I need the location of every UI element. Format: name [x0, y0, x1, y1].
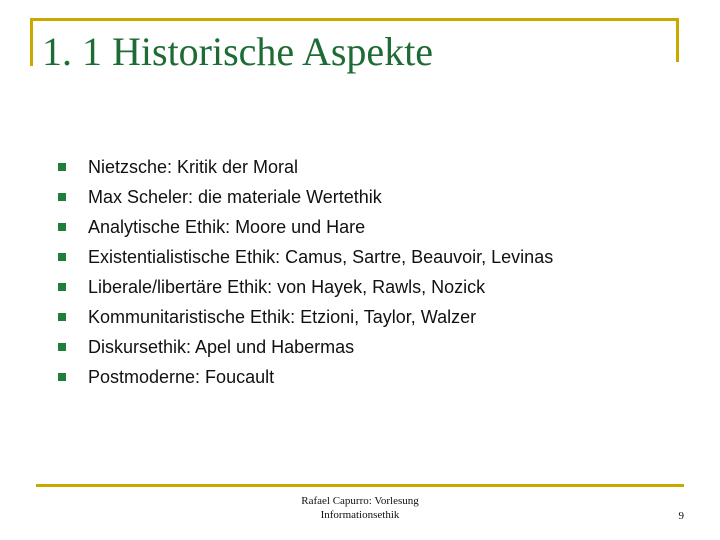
square-bullet-icon	[58, 253, 66, 261]
list-item	[58, 332, 553, 362]
square-bullet-icon	[58, 193, 66, 201]
bullet-text: Postmoderne: Foucault	[88, 366, 275, 387]
slide-title: 1. 1 Historische Aspekte	[42, 29, 434, 74]
bullet-text: Max Scheler: die materiale Wertethik	[88, 186, 382, 207]
list-item	[58, 212, 553, 242]
square-bullet-icon	[58, 163, 66, 171]
list-item	[58, 302, 553, 332]
bullet-list	[58, 152, 553, 392]
title-frame-top-line	[30, 18, 677, 21]
footer-author-line: Rafael Capurro: Vorlesung	[301, 495, 419, 507]
page-number: 9	[678, 510, 684, 522]
title-frame-right-line	[676, 18, 679, 62]
bullet-text: Nietzsche: Kritik der Moral	[88, 156, 299, 177]
footer-caption	[260, 494, 460, 522]
square-bullet-icon	[58, 343, 66, 351]
list-item	[58, 272, 553, 302]
square-bullet-icon	[58, 223, 66, 231]
title-frame-left-line	[30, 18, 33, 66]
list-item	[58, 362, 553, 392]
list-item	[58, 152, 553, 182]
list-item	[58, 182, 553, 212]
bullet-text: Existentialistische Ethik: Camus, Sartre, Beauvoir, Levinas	[88, 246, 554, 267]
square-bullet-icon	[58, 313, 66, 321]
square-bullet-icon	[58, 373, 66, 381]
bullet-text: Kommunitaristische Ethik: Etzioni, Taylor, Walzer	[88, 306, 477, 327]
bullet-text: Liberale/libertäre Ethik: von Hayek, Rawls, Nozick	[88, 276, 486, 297]
list-item	[58, 242, 553, 272]
footer-course-line: Informationsethik	[320, 509, 400, 521]
footer-divider	[36, 484, 684, 487]
bullet-text: Diskursethik: Apel und Habermas	[88, 336, 355, 357]
square-bullet-icon	[58, 283, 66, 291]
bullet-text: Analytische Ethik: Moore und Hare	[88, 216, 366, 237]
